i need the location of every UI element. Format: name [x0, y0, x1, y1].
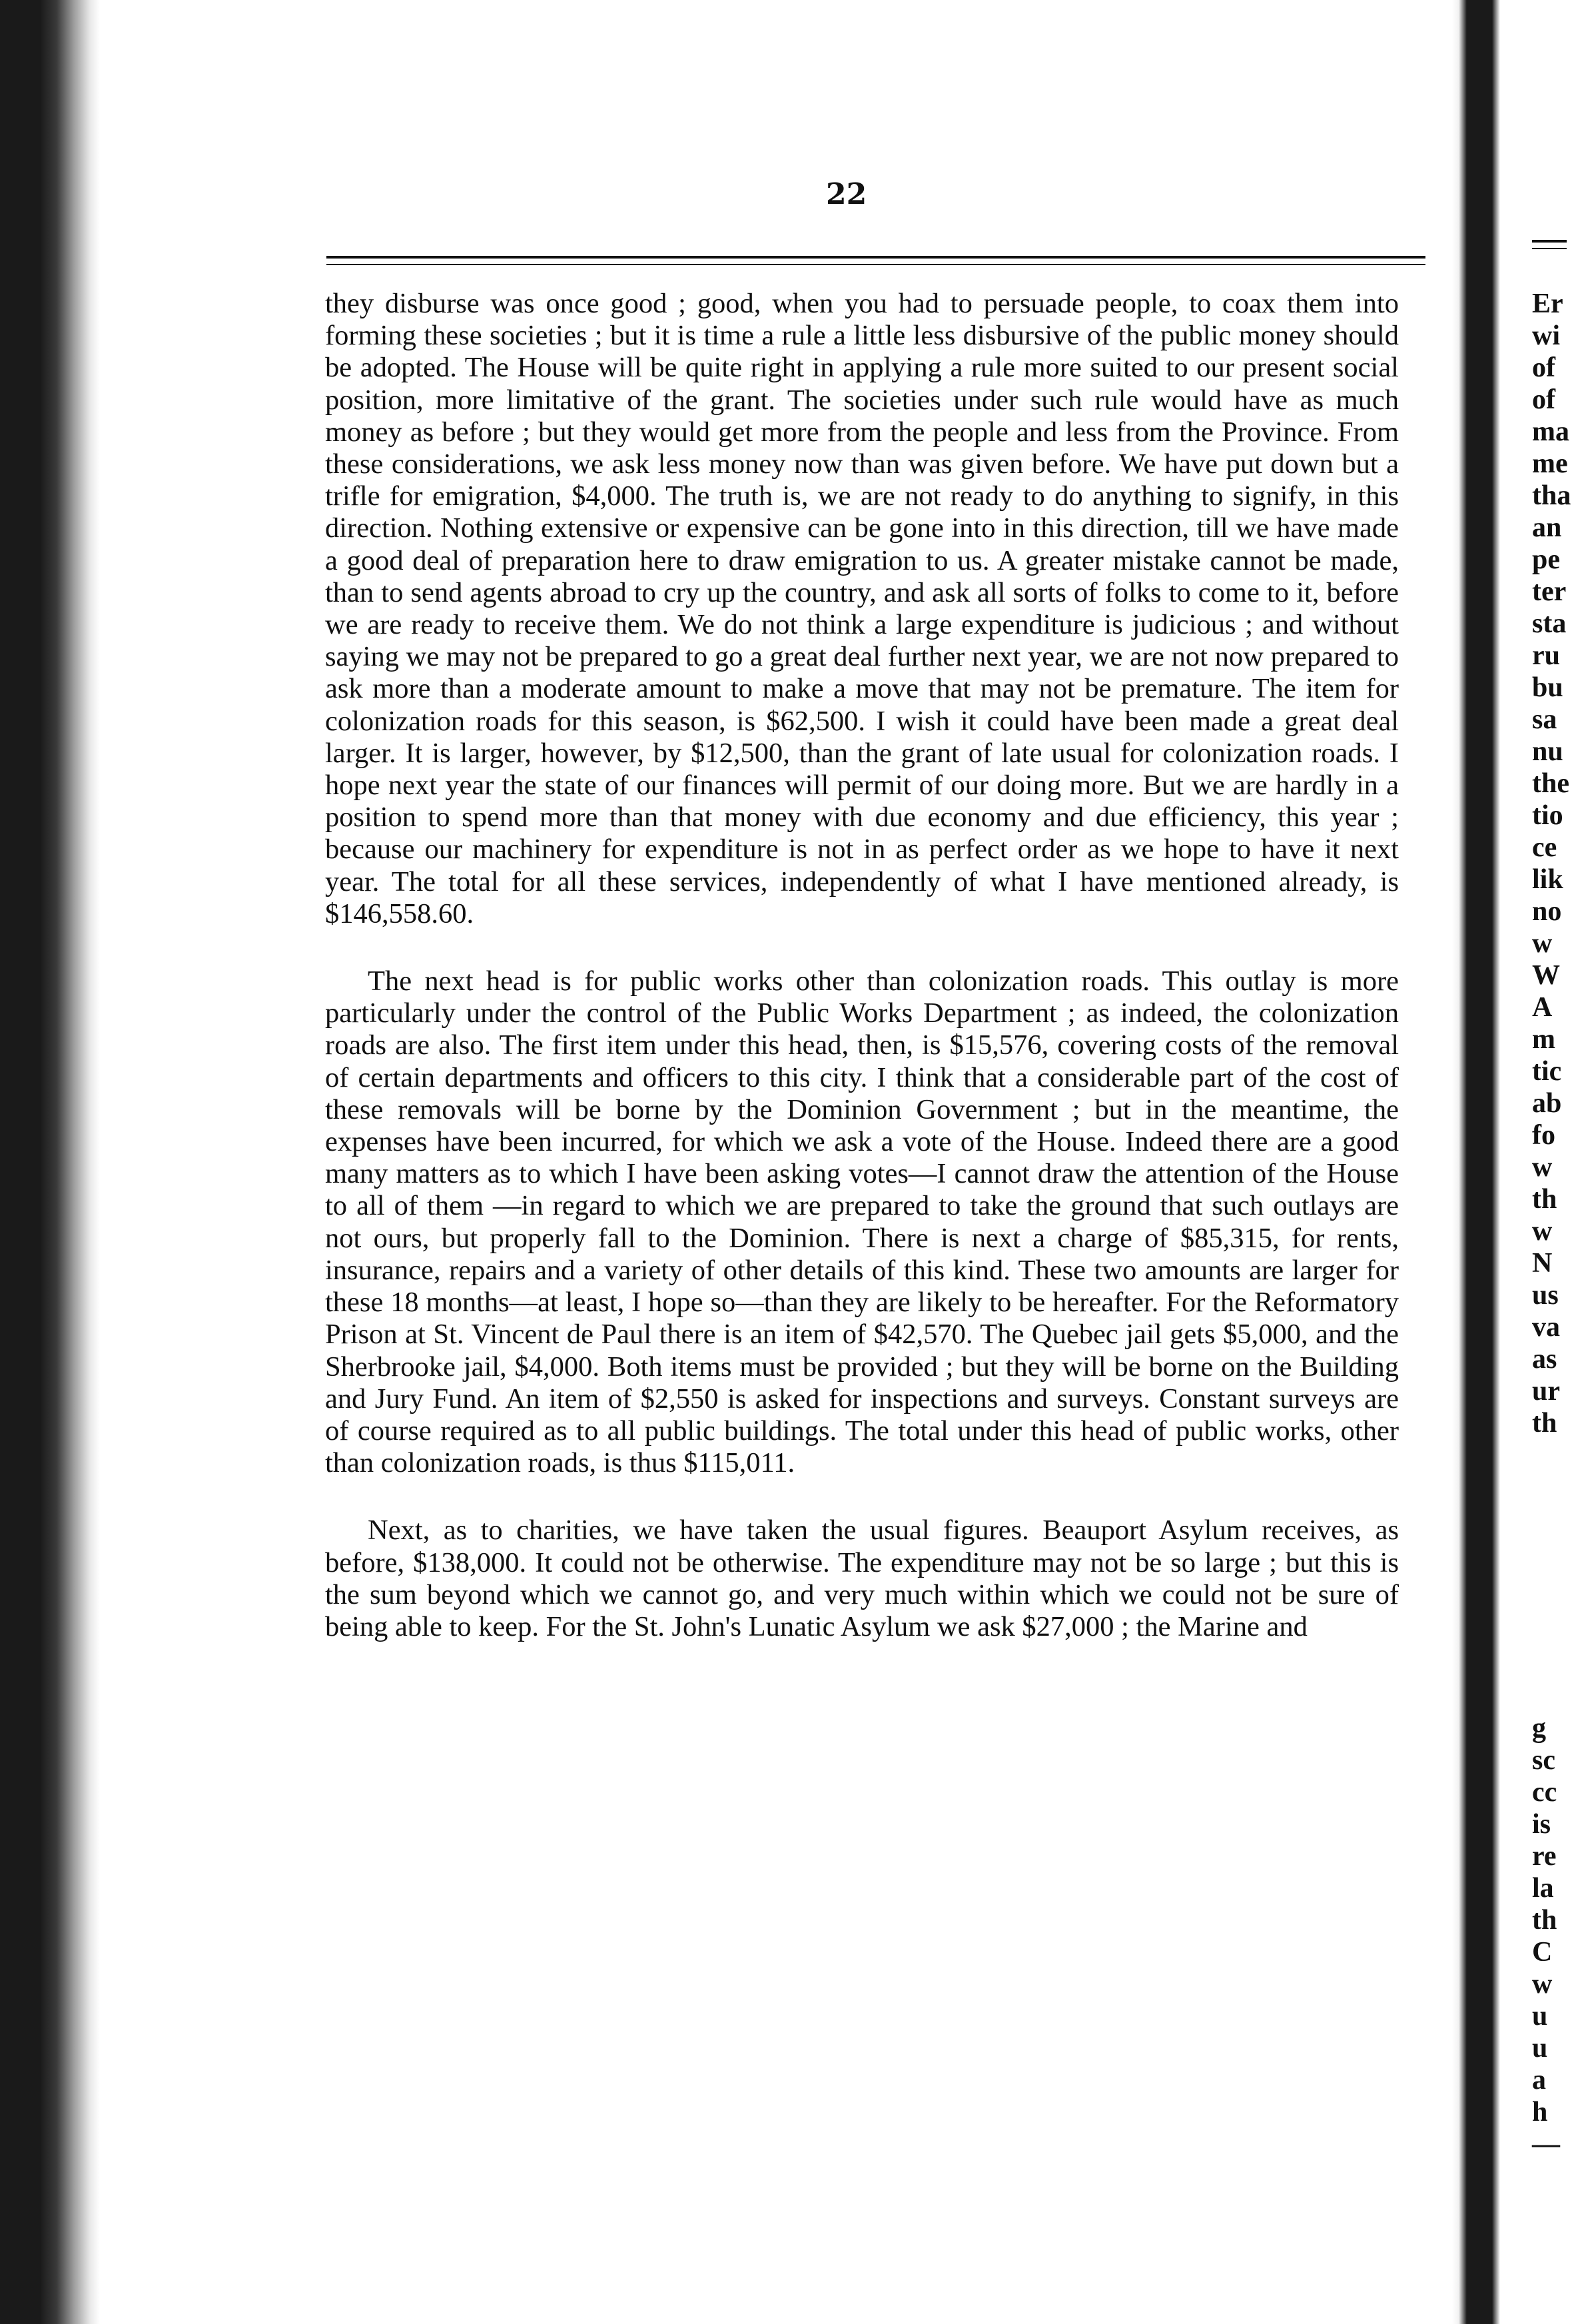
lower-fragment: u	[1532, 2033, 1548, 2063]
upper-fragment: m	[1532, 1024, 1555, 1055]
upper-fragment: ab	[1532, 1088, 1562, 1119]
upper-fragment: th	[1532, 1408, 1557, 1439]
lower-fragment: w	[1532, 1969, 1553, 2000]
upper-fragment: lik	[1532, 864, 1563, 895]
lower-fragment: —	[1532, 2129, 1560, 2159]
lower-fragment: re	[1532, 1841, 1557, 1872]
page-number: 22	[826, 177, 867, 211]
facing-page-upper-fragments	[1532, 288, 1572, 1439]
upper-fragment: us	[1532, 1280, 1559, 1311]
lower-fragment: th	[1532, 1905, 1557, 1936]
upper-fragment: of	[1532, 352, 1555, 383]
upper-fragment: sa	[1532, 704, 1557, 735]
lower-fragment: h	[1532, 2097, 1548, 2127]
upper-fragment: W	[1532, 960, 1560, 991]
upper-fragment: as	[1532, 1344, 1557, 1375]
upper-fragment: Er	[1532, 289, 1563, 319]
lower-fragment: g	[1532, 1713, 1546, 1744]
upper-fragment: tic	[1532, 1056, 1562, 1087]
upper-fragment: th	[1532, 1184, 1557, 1215]
paragraph-public-works: The next head is for public works other than colonization roads. This outlay is more particularly under the control of the Public Works Department ; as indeed, the colonization roads are also. The first item under this head, then, is $15,576, covering costs of the removal of certain departments and officers to this city. I think that a considerable part of the cost of these removals will be borne by the Dominion Government ; but in the meantime, the expenses have been incurred, for which we ask a vote of the House. Indeed there are a good many matters as to which I have been asking votes—I cannot draw the attention of the House to all of them —in regard to which we are prepared to take the ground that such outlays are not ours, but properly fall to the Dominion. There is next a charge of $85,315, for rents, insurance, repairs and a variety of other details of this kind. These two amounts are larger for these 18 months—at least, I hope so—than they are likely to be hereafter. For the Reformatory Prison at St. Vincent de Paul there is an item of $42,570. The Quebec jail gets $5,000, and the Sherbrooke jail, $4,000. Both items must be provided ; but they will be borne on the Building and Jury Fund. An item of $2,550 is asked for inspections and surveys. Constant surveys are of course required as to all public buildings. The total under this head of public works, other than colonization roads, is thus $115,011.	[325, 965, 1399, 1479]
upper-fragment: nu	[1532, 736, 1563, 767]
lower-fragment: cc	[1532, 1777, 1557, 1808]
upper-fragment: N	[1532, 1248, 1553, 1279]
upper-fragment: ter	[1532, 576, 1567, 607]
upper-fragment: an	[1532, 512, 1562, 543]
upper-fragment: w	[1532, 1216, 1553, 1247]
upper-fragment: me	[1532, 448, 1568, 479]
upper-fragment: tio	[1532, 800, 1563, 831]
lower-fragment: u	[1532, 2001, 1548, 2032]
lower-fragment: is	[1532, 1809, 1551, 1840]
paragraph-charities: Next, as to charities, we have taken the usual figures. Beauport Asylum receives, as before, $138,000. It could not be otherwise. The expenditure may not be so large ; but this is the sum beyond which we cannot go, and very much within which we could not be sure of being able to keep. For the St. John's Lunatic Asylum we ask $27,000 ; the Marine and	[325, 1514, 1399, 1642]
upper-fragment: w	[1532, 1152, 1553, 1183]
upper-fragment: no	[1532, 896, 1562, 927]
upper-fragment: tha	[1532, 480, 1571, 511]
upper-fragment: the	[1532, 768, 1569, 799]
lower-fragment: a	[1532, 2065, 1546, 2095]
upper-fragment: ma	[1532, 416, 1569, 447]
upper-fragment: bu	[1532, 672, 1563, 703]
upper-fragment: ce	[1532, 832, 1557, 863]
upper-fragment: A	[1532, 992, 1553, 1023]
paragraph-emigration: they disburse was once good ; good, when you had to persuade people, to coax them into forming these societies ; but it is time a rule a little less disbursive of the public money should be adopted. The House will be quite right in applying a rule more suited to our present social position, more limitative of the grant. The societies under such rule would have as much money as before ; but they would get more from the people and less from the Province. From these considerations, we ask less money now than was given before. We have put down but a trifle for emigration, $4,000. The truth is, we are not ready to do anything to signify, in this direction. Nothing extensive or expensive can be gone into in this direction, till we have made a good deal of preparation here to draw emigration to us. A greater mistake cannot be made, than to send agents abroad to cry up the country, and ask all sorts of folks to come to it, before we are ready to receive them. We do not think a large expenditure is judicious ; and without saying we may not be prepared to go a great deal further next year, we are not now prepared to ask more than a moderate amount to make a move that may not be premature. The item for colonization roads for this season, is $62,500. I wish it could have been made a great deal larger. It is larger, however, by $12,500, than the grant of late usual for colonization roads. I hope next year the state of our finances will permit of our doing more. But we are hardly in a position to spend more than that money with due economy and due efficiency, this year ; because our machinery for expenditure is not in as perfect order as we hope to have it next year. The total for all these services, independently of what I have mentioned already, is $146,558.60.	[325, 288, 1399, 929]
upper-fragment: ru	[1532, 640, 1560, 671]
header-rule-thick	[326, 256, 1425, 259]
upper-fragment: sta	[1532, 608, 1567, 639]
lower-fragment: sc	[1532, 1745, 1555, 1776]
lower-fragment: C	[1532, 1937, 1553, 1968]
upper-fragment: pe	[1532, 544, 1560, 575]
header-rule-thin	[326, 264, 1425, 265]
scan-left-gutter	[0, 0, 100, 2324]
upper-fragment: ur	[1532, 1376, 1560, 1407]
upper-fragment: va	[1532, 1312, 1560, 1343]
facing-page-bleed	[1532, 0, 1571, 2324]
body-text	[325, 288, 1399, 1643]
facing-page-lower-fragments	[1532, 1712, 1572, 2160]
upper-fragment: wi	[1532, 320, 1560, 351]
upper-fragment: fo	[1532, 1120, 1555, 1151]
upper-fragment: of	[1532, 384, 1555, 415]
lower-fragment: la	[1532, 1873, 1554, 1904]
upper-fragment: w	[1532, 928, 1553, 959]
